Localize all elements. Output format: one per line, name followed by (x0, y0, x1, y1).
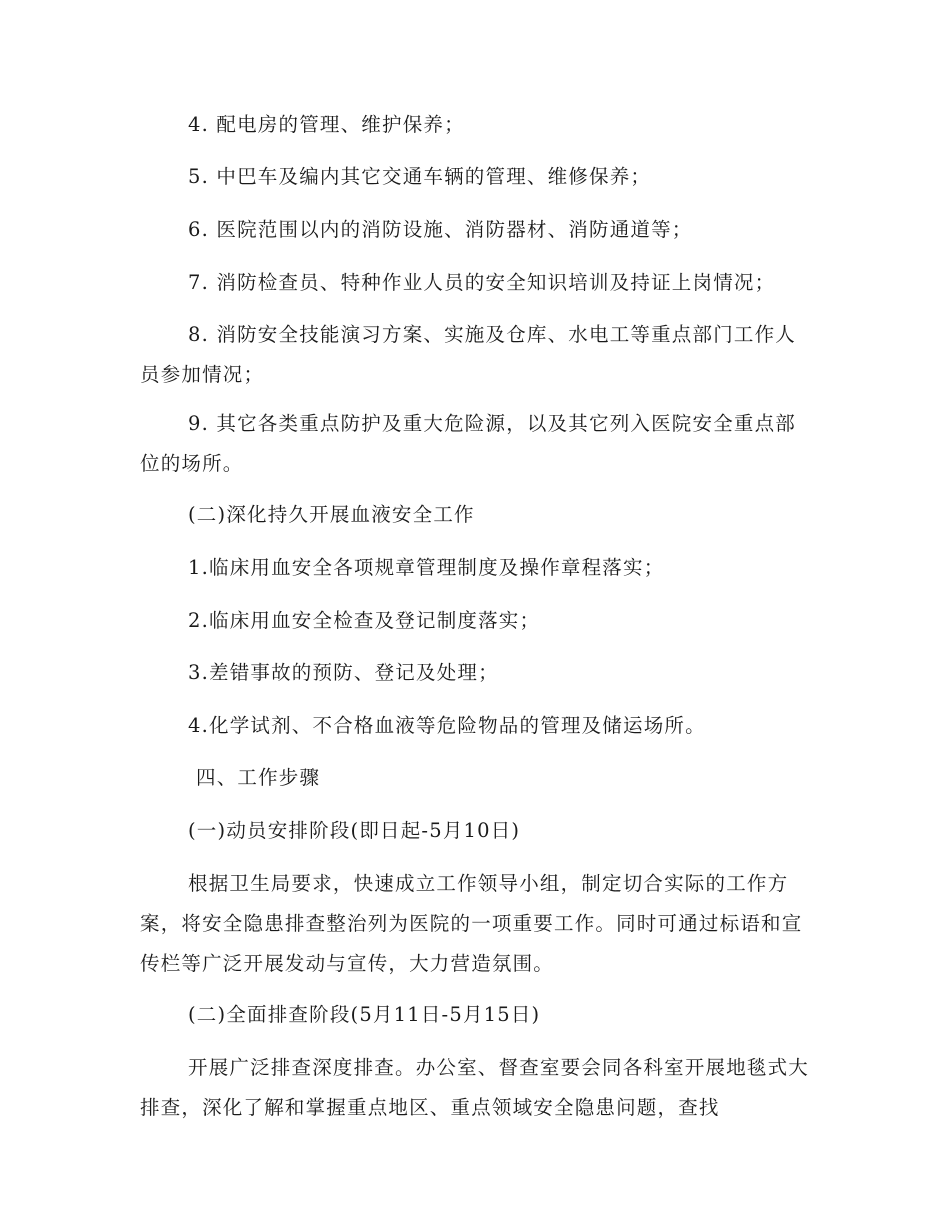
subsection-heading-mobilization: (一)动员安排阶段(即日起-5月10日) (188, 819, 521, 842)
list-item-5-vehicles: 5. 中巴车及编内其它交通车辆的管理、维修保养； (188, 165, 652, 188)
list-item-8-drill: 8. 消防安全技能演习方案、实施及仓库、水电工等重点部门工作人员参加情况； (140, 323, 797, 386)
list-item-3-accidents: 3.差错事故的预防、登记及处理； (188, 661, 499, 684)
paragraph-inspection: 开展广泛排查深度排查。办公室、督查室要会同各科室开展地毯式大排查，深化了解和掌握重点地区、重点领域安全隐患问题，查找 (140, 1056, 810, 1119)
list-item-6-fire-facilities: 6. 医院范围以内的消防设施、消防器材、消防通道等； (188, 218, 693, 241)
list-item-4-chemicals: 4.化学试剂、不合格血液等危险物品的管理及储运场所。 (188, 714, 706, 737)
list-item-9-hazards: 9. 其它各类重点防护及重大危险源，以及其它列入医院安全重点部位的场所。 (140, 412, 797, 475)
section-heading-work-steps: 四、工作步骤 (196, 766, 321, 789)
subsection-heading-inspection: (二)全面排查阶段(5月11日-5月15日) (188, 1003, 541, 1026)
paragraph-mobilization: 根据卫生局要求，快速成立工作领导小组，制定切合实际的工作方案，将安全隐患排查整治列为医院的一项重要工作。同时可通过标语和宣传栏等广泛开展发动与宣传，大力营造氛围。 (140, 872, 803, 975)
list-item-1-blood-rules: 1.临床用血安全各项规章管理制度及操作章程落实； (188, 556, 665, 579)
list-item-4-substation: 4. 配电房的管理、维护保养； (188, 113, 465, 136)
section-heading-blood-safety: (二)深化持久开展血液安全工作 (188, 503, 475, 526)
list-item-7-training: 7. 消防检查员、特种作业人员的安全知识培训及持证上岗情况； (188, 271, 776, 294)
list-item-2-blood-inspection: 2.临床用血安全检查及登记制度落实； (188, 609, 541, 632)
